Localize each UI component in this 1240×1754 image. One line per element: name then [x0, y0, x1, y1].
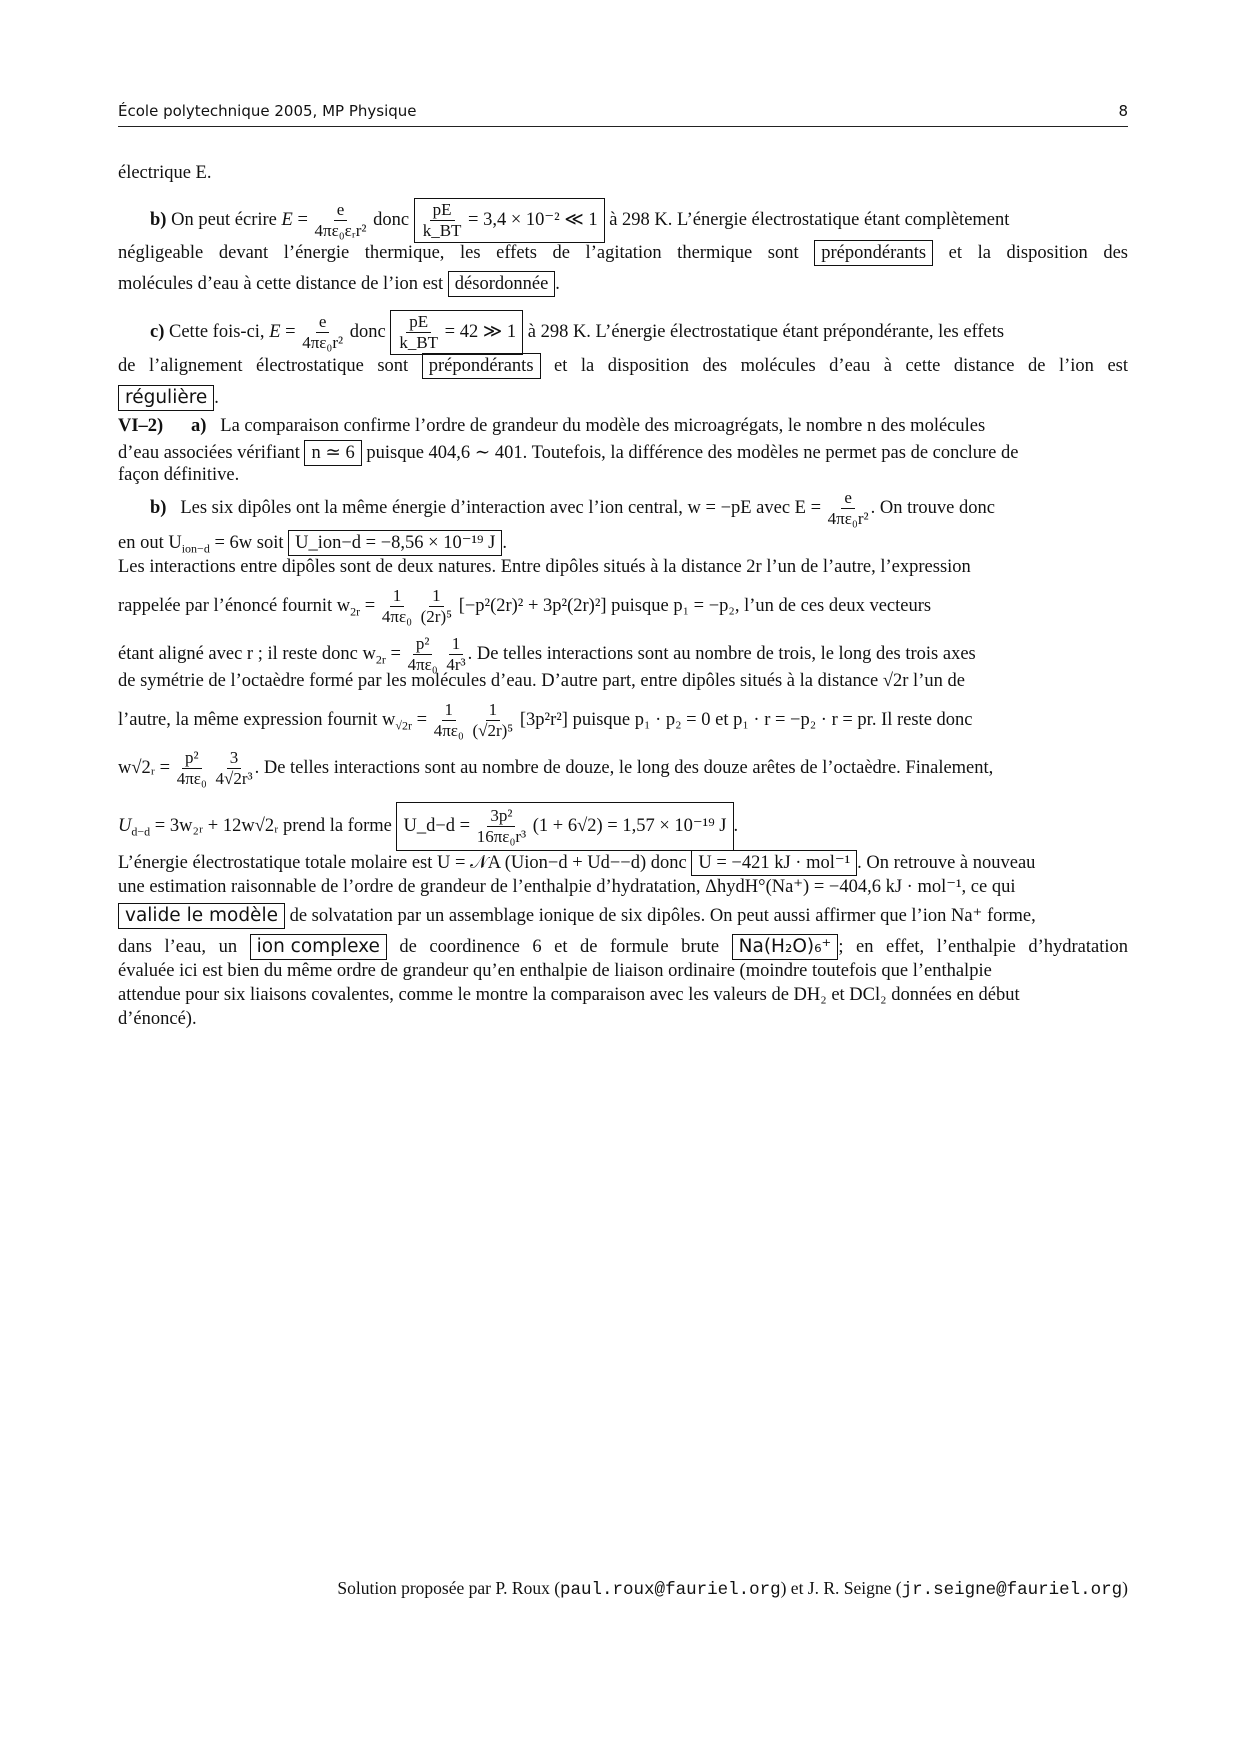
- item-c: c) Cette fois-ci, E = $\frac{e}{\text{4πε₀r²}}$ donc $\frac{pE}{k\_BT}$ = 42 ≫ 1 à 298 K. L’énergie électrostatique étant prépondérante, les effets: [118, 310, 1128, 355]
- text-line: une estimation raisonnable de l’ordre de grandeur de l’enthalpie d’hydratation, ΔhydH°(Na⁺) = −404,6 kJ · mol⁻¹, ce qui: [118, 877, 1016, 897]
- result-box: $\frac{pE}{k\_BT}$ = 42 ≫ 1: [390, 310, 523, 355]
- text-line: d’eau associées vérifiant n ≃ 6 puisque 404,6 ∼ 401. Toutefois, la différence des modèles ne permet pas de conclure de: [118, 440, 1128, 466]
- text-line: de l’alignement électrostatique sont prépondérants et la disposition des molécules d’eau à cette distance de l’ion est: [118, 353, 1128, 379]
- text-line: électrique E.: [118, 163, 212, 183]
- page-header: [118, 100, 1128, 127]
- result-box: U_ion−d = −8,56 × 10⁻¹⁹ J: [288, 530, 502, 556]
- text-line: en out $U_{ion-d} = 6w$ soit U_ion−d = −8,56 × 10⁻¹⁹ J .: [118, 530, 1128, 560]
- text-line: molécules d’eau à cette distance de l’ion est désordonnée .: [118, 271, 1128, 297]
- item-b2: b) Les six dipôles ont la même énergie d’interaction avec l’ion central, w = −pE avec E = $\frac{e}{\text{4πε₀r²}}$ . On trouve donc: [150, 488, 995, 528]
- result-box: $\frac{pE}{k\_BT}$ = 3,4 × 10⁻² ≪ 1: [414, 198, 605, 243]
- page-number: 8: [1118, 102, 1128, 120]
- text-line: valide le modèle de solvatation par un assemblage ionique de six dipôles. On peut aussi affirmer que l’ion Na⁺ forme,: [118, 903, 1128, 929]
- text-line: régulière .: [118, 385, 1128, 411]
- email-link[interactable]: paul.roux@fauriel.org: [560, 1580, 781, 1600]
- text-line: rappelée par l’énoncé fournit $w_{2r}$ = $\frac{1}{\text{4πε₀}}$ $\frac{1}{\text{(2r)⁵}}$ [−p²(2r)² + 3p²(2r)²] puisque p₁ = −p₂, l’un de ces deux vecteurs: [118, 586, 932, 626]
- text-line: étant aligné avec r ; il reste donc $w_{2r}$ = $\frac{\text{p²}}{\text{4πε₀}}$ $\frac{1}{\text{4r³}}$ . De telles interactions sont au nombre de trois, le long des trois axes: [118, 634, 976, 674]
- text-line: d’énoncé).: [118, 1009, 197, 1029]
- text-line: façon définitive.: [118, 465, 240, 485]
- result-box: valide le modèle: [118, 903, 285, 929]
- text-line: attendue pour six liaisons covalentes, comme le montre la comparaison avec les valeurs de DH₂ et DCl₂ données en début: [118, 985, 1020, 1005]
- result-box: Na(H₂O)₆⁺: [732, 934, 839, 960]
- text-line: de symétrie de l’octaèdre formé par les molécules d’eau. D’autre part, entre dipôles situés à la distance √2r l’un de: [118, 671, 965, 691]
- page-footer: Solution proposée par P. Roux (paul.roux@fauriel.org) et J. R. Seigne (jr.seigne@fauriel.org): [337, 1578, 1128, 1600]
- text-line: négligeable devant l’énergie thermique, les effets de l’agitation thermique sont prépondérants et la disposition des: [118, 240, 1128, 266]
- result-box: U_d−d = $\frac{\text{3p²}}{\text{16πε₀r³}}$ (1 + 6√2) = 1,57 × 10⁻¹⁹ J: [396, 802, 733, 851]
- text-line: L’énergie électrostatique totale molaire est U = 𝒩A (Uion−d + Ud−−d) donc U = −421 kJ · mol⁻¹ . On retrouve à nouveau: [118, 850, 1128, 876]
- result-box: désordonnée: [448, 271, 556, 297]
- section-vi2: VI–2) a) La comparaison confirme l’ordre de grandeur du modèle des microagrégats, le nombre n des molécules: [118, 416, 986, 436]
- text-line: Les interactions entre dipôles sont de deux natures. Entre dipôles situés à la distance 2r l’un de l’autre, l’expression: [118, 557, 971, 577]
- result-box: prépondérants: [422, 353, 541, 379]
- result-box: n ≃ 6: [304, 440, 361, 466]
- header-title: École polytechnique 2005, MP Physique: [118, 102, 417, 120]
- text-line: l’autre, la même expression fournit $w_{√2r}$ = $\frac{1}{\text{4πε₀}}$ $\frac{1}{\text{(√2r)⁵}}$ [3p²r²] puisque p₁ · p₂ = 0 et p₁ · r = −p₂ · r = pr. Il reste donc: [118, 700, 973, 740]
- text-line: w√2ᵣ = $\frac{\text{p²}}{\text{4πε₀}}$ $\frac{3}{\text{4√2r³}}$ . De telles interactions sont au nombre de douze, le long des douze arêtes de l’octaèdre. Finalement,: [118, 748, 994, 788]
- result-box: ion complexe: [250, 934, 387, 960]
- result-box: prépondérants: [814, 240, 933, 266]
- email-link[interactable]: jr.seigne@fauriel.org: [901, 1580, 1123, 1600]
- text-line: dans l’eau, un ion complexe de coordinence 6 et de formule brute Na(H₂O)₆⁺ ; en effet, l’enthalpie d’hydratation: [118, 934, 1128, 960]
- item-b: b) On peut écrire E = $\frac{e}{\text{4πε₀εᵣr²}}$ donc $\frac{pE}{k\_BT}$ = 3,4 × 10⁻² ≪ 1 à 298 K. L’énergie électrostatique étant complètement: [118, 198, 1128, 243]
- text-line: évaluée ici est bien du même ordre de grandeur qu’en enthalpie de liaison ordinaire (moindre toutefois que l’enthalpie: [118, 961, 992, 981]
- result-box: régulière: [118, 385, 214, 411]
- result-box: U = −421 kJ · mol⁻¹: [691, 850, 857, 876]
- text-line: $U_{d-d}$ = 3w₂ᵣ + 12w√2ᵣ prend la forme U_d−d = $\frac{\text{3p²}}{\text{16πε₀r³}}$ (1 + 6√2) = 1,57 × 10⁻¹⁹ J .: [118, 802, 1128, 851]
